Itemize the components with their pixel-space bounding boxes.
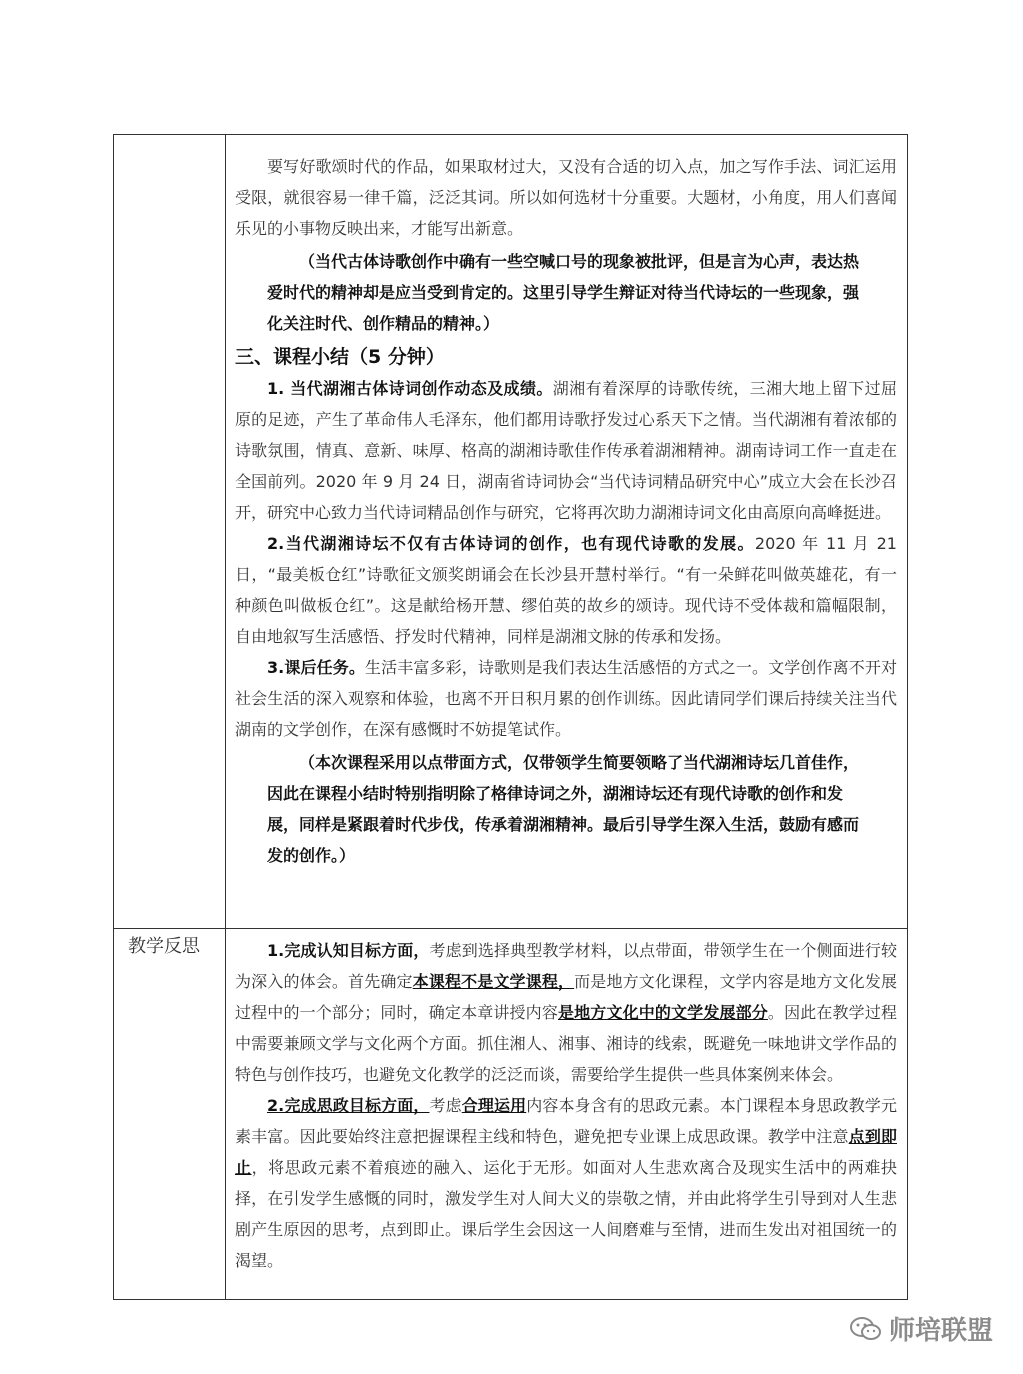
reflection-point-2-emphasis-a: 合理运用 [461, 1096, 527, 1115]
intro-paragraph: 要写好歌颂时代的作品，如果取材过大，又没有合适的切入点，加之写作手法、词汇运用受限，就很容易一律千篇，泛泛其词。所以如何选材十分重要。大题材，小角度，用人们喜闻乐见的小事物反映出来，才能写出新意。 [235, 157, 897, 238]
watermark [849, 1310, 993, 1347]
summary-point-2 [235, 528, 897, 652]
reflection-point-2-text-b: 内容本身含有的思政元素。本门课程本身思政教学元素丰富。因此要始终注意把握课程主线和特色，避免把专业课上成思政课。教学中注意 [235, 1096, 897, 1146]
reflection-cell [235, 935, 897, 1276]
course-summary-cell [235, 151, 897, 873]
teaching-note-2: （本次课程采用以点带面方式，仅带领学生简要领略了当代湖湘诗坛几首佳作，因此在课程小结时特别指明除了格律诗词之外，湖湘诗坛还有现代诗歌的创作和发展，同样是紧跟着时代步伐，传承着湖湘精神。最后引导学生深入生活，鼓励有感而发的创作。） [267, 753, 860, 865]
reflection-point-2-emphasis-b: 点到即止 [235, 1127, 897, 1177]
lesson-plan-table [113, 134, 908, 1300]
summary-point-1-title: 1. 当代湖湘古体诗词创作动态及成绩。 [267, 379, 553, 398]
reflection-point-2-text-a: 考虑 [429, 1096, 462, 1115]
summary-point-1-text: 湖湘有着深厚的诗歌传统，三湘大地上留下过屈原的足迹，产生了革命伟人毛泽东，他们都用诗歌抒发过心系天下之情。当代湖湘有着浓郁的诗歌氛围，情真、意新、味厚、格高的湖湘诗歌佳作传承着湖湘精神。湖南诗词工作一直走在全国前列。2020 年 9 月 24 日，湖南省诗词协会“当代诗词精品研究中心”成立大会在长沙召开，研究中心致力当代诗词精品创作与研究，它将再次助力湖湘诗词文化由高原向高峰挺进。 [235, 379, 897, 522]
watermark-text: 师培联盟 [888, 1316, 993, 1346]
summary-point-3-title: 3.课后任务。 [267, 658, 365, 677]
summary-point-1 [235, 373, 897, 528]
teaching-note-1: （当代古体诗歌创作中确有一些空喊口号的现象被批评，但是言为心声，表达热爱时代的精神却是应当受到肯定的。这里引导学生辩证对待当代诗坛的一些现象，强化关注时代、创作精品的精神。） [267, 252, 860, 333]
reflection-point-1-emphasis-a: 本课程不是文学课程， [412, 972, 575, 991]
column-divider [225, 135, 226, 1299]
reflection-label: 教学反思 [128, 936, 200, 957]
reflection-point-2 [235, 1090, 897, 1276]
summary-point-2-text: 2020 年 11 月 21 日，“最美板仓红”诗歌征文颁奖朗诵会在长沙县开慧村举行。“有一朵鲜花叫做英雄花，有一种颜色叫做板仓红”。这是献给杨开慧、缪伯英的故乡的颂诗。现代诗不受体裁和篇幅限制，自由地叙写生活感悟、抒发时代精神，同样是湖湘文脉的传承和发扬。 [235, 534, 897, 646]
reflection-point-2-text-c: ，将思政元素不着痕迹的融入、运化于无形。如面对人生悲欢离合及现实生活中的两难抉择，在引发学生感慨的同时，激发学生对人间大义的崇敬之情，并由此将学生引导到对人生悲剧产生原因的思考，点到即止。课后学生会因这一人间磨难与至情，进而生发出对祖国统一的渴望。 [235, 1158, 897, 1270]
summary-point-3 [235, 652, 897, 745]
summary-point-2-title: 2.当代湖湘诗坛不仅有古体诗词的创作，也有现代诗歌的发展。 [267, 534, 755, 553]
reflection-point-1-text-a: 考虑到选择典型教学材料，以点带面，带领学生在一个侧面进行较为深入的体会。首先确定 [235, 941, 897, 991]
reflection-point-1-title: 1.完成认知目标方面， [267, 941, 430, 960]
reflection-point-1-text-c: 。因此在教学过程中需要兼顾文学与文化两个方面。抓住湘人、湘事、湘诗的线索，既避免一味地讲文学作品的特色与创作技巧，也避免文化教学的泛泛而谈，需要给学生提供一些具体案例来体会。 [235, 1003, 897, 1084]
wechat-icon [849, 1315, 883, 1343]
row-divider [114, 928, 907, 929]
reflection-point-2-title: 2.完成思政目标方面， [267, 1096, 430, 1115]
reflection-point-1 [235, 935, 897, 1090]
summary-point-3-text: 生活丰富多彩，诗歌则是我们表达生活感悟的方式之一。文学创作离不开对社会生活的深入观察和体验，也离不开日积月累的创作训练。因此请同学们课后持续关注当代湖南的文学创作，在深有感慨时不妨提笔试作。 [235, 658, 897, 739]
reflection-point-1-emphasis-b: 是地方文化中的文学发展部分 [557, 1003, 768, 1022]
reflection-point-1-text-b: 而是地方文化课程，文学内容是地方文化发展过程中的一个部分；同时，确定本章讲授内容 [235, 972, 897, 1022]
section-heading: 三、课程小结（5 分钟） [235, 346, 445, 368]
